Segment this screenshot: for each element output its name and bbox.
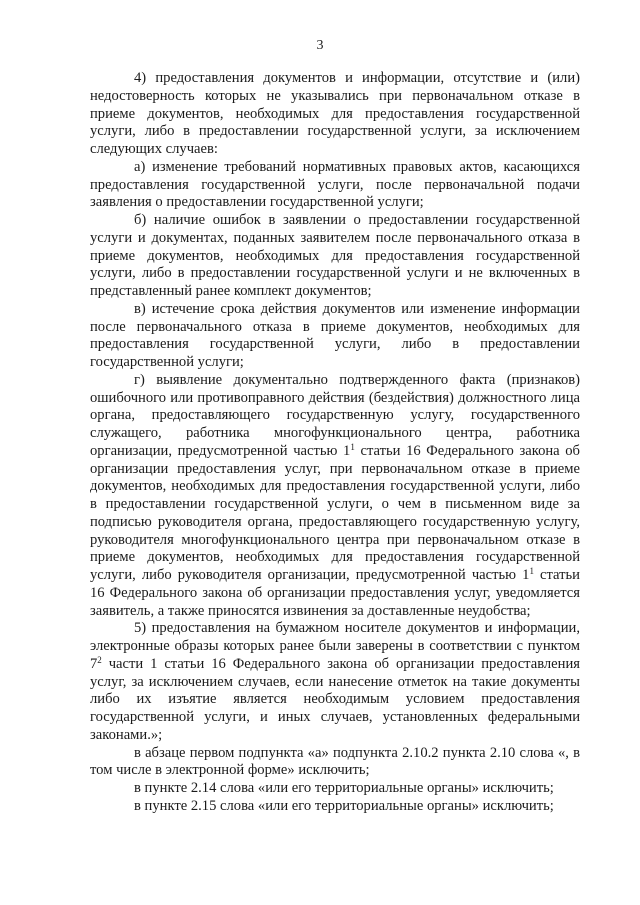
paragraph-text-segment: статьи 16 Федерального закона об организации предоставления услуг, при первоначальном отказе в приеме документов, необходимых для предоставления государственной услуги, либо в предоставлении государственной услуги, о чем в письменном виде за подписью руководителя органа, предоставляющего государственную услугу, руководителя многофункционального центра при первоначальном отказе в приеме документов, необходимых для предоставления государственной услуги, либо руководителя организации, предусмотренной частью 1 bbox=[90, 442, 580, 583]
paragraph-subitem-b: б) наличие ошибок в заявлении о предоставлении государственной услуги и документах, поданных заявителем после первоначального отказа в приеме документов, необходимых для предоставления государственной услуги, либо в предоставлении государственной услуги и не включенных в представленный ранее комплект документов; bbox=[90, 212, 580, 299]
paragraph-text-segment: статьи 16 Федерального закона об организации предоставления услуг, уведомляется заявитель, а также приносятся извинения за доставленные неудобства; bbox=[90, 567, 580, 619]
paragraph-subitem-v: в) истечение срока действия документов или изменение информации после первоначального отказа в приеме документов, необходимых для предоставления государственной услуги, либо в предоставлении государственной услуги; bbox=[90, 300, 580, 370]
paragraph-amendment-2-10-2: в абзаце первом подпункта «а» подпункта 2.10.2 пункта 2.10 слова «, в том числе в электронной форме» исключить; bbox=[90, 744, 580, 779]
paragraph-item-4: 4) предоставления документов и информации, отсутствие и (или) недостоверность которых не указывались при первоначальном отказе в приеме документов, необходимых для предоставления государственной услуги, либо в предоставлении государственной услуги, за исключением следующих случаев: bbox=[90, 70, 580, 157]
superscript: 1 bbox=[529, 566, 534, 576]
paragraph-text-segment: части 1 статьи 16 Федерального закона об организации предоставления услуг, за исключением случаев, если нанесение отметок на такие документы либо их изъятие является необходимым условием предоставления государственной услуги, и иных случаев, установленных федеральными законами.»; bbox=[90, 655, 580, 743]
superscript: 2 bbox=[97, 654, 102, 665]
paragraph-amendment-2-14: в пункте 2.14 слова «или его территориальные органы» исключить; bbox=[134, 780, 554, 796]
paragraph-text-segment: г) выявление документально подтвержденного факта (признаков) ошибочного или противоправного действия (бездействия) должностного лица органа, предоставляющего государственную услугу, государственного служащего, работника многофункционального центра, работника организации, предусмотренной частью 1 bbox=[90, 371, 580, 459]
document-body bbox=[90, 70, 580, 816]
paragraph-amendment-2-15: в пункте 2.15 слова «или его территориальные органы» исключить; bbox=[134, 797, 554, 814]
superscript: 1 bbox=[350, 441, 355, 452]
paragraph-subitem-a: а) изменение требований нормативных правовых актов, касающихся предоставления государственной услуги, после первоначальной подачи заявления о предоставлении государственной услуги; bbox=[90, 158, 580, 211]
paragraph-text-segment: 5) предоставления на бумажном носителе документов и информации, электронные образы которых ранее были заверены в соответствии с пунктом 7 bbox=[90, 620, 580, 672]
page-number: 3 bbox=[316, 38, 324, 53]
paragraph-subitem-g bbox=[90, 372, 580, 621]
paragraph-item-5 bbox=[90, 620, 580, 744]
